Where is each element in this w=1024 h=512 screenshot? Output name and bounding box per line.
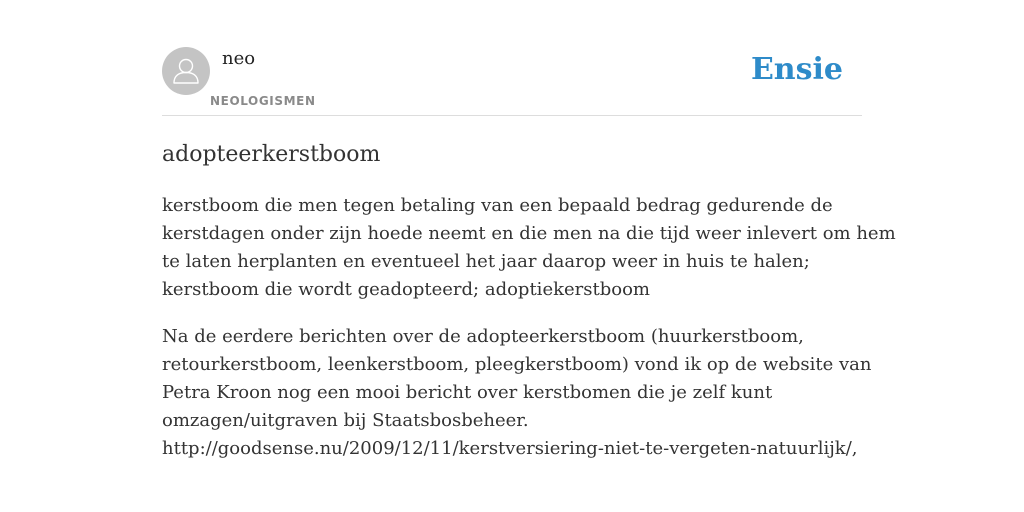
definition-line: kerstboom die wordt geadopteerd; adoptiekerstboom [162, 279, 650, 300]
example-line: omzagen/uitgraven bij Staatsbosbeheer. [162, 410, 529, 431]
entry-header [162, 46, 862, 116]
entry-definition [162, 192, 896, 304]
definition-line: te laten herplanten en eventueel het jaar daarop weer in huis te halen; [162, 251, 810, 272]
collection-label[interactable]: NEOLOGISMEN [210, 94, 316, 108]
user-silhouette-icon [162, 47, 210, 95]
example-line: http://goodsense.nu/2009/12/11/kerstversiering-niet-te-vergeten-natuurlijk/, [162, 438, 858, 459]
example-line: retourkerstboom, leenkerstboom, pleegkerstboom) vond ik op de website van [162, 354, 872, 375]
definition-line: kerstdagen onder zijn hoede neemt en die men na die tijd weer inlevert om hem [162, 223, 896, 244]
example-line: Na de eerdere berichten over de adopteerkerstboom (huurkerstboom, [162, 326, 804, 347]
entry-example [162, 323, 872, 463]
entry-title: adopteerkerstboom [162, 142, 381, 167]
avatar[interactable] [162, 47, 210, 95]
definition-line: kerstboom die men tegen betaling van een bepaald bedrag gedurende de [162, 195, 833, 216]
example-line: Petra Kroon nog een mooi bericht over kerstbomen die je zelf kunt [162, 382, 773, 403]
brand-logo[interactable]: Ensie [750, 52, 843, 87]
username-link[interactable]: neo [222, 48, 256, 69]
